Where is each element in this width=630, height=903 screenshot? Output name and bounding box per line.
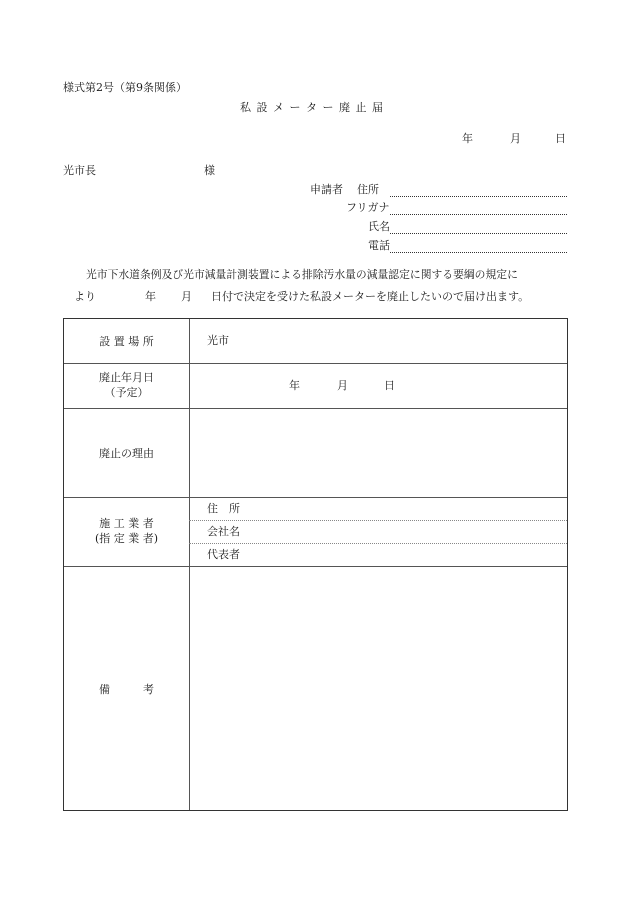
abolition-date-year[interactable]: 年 [289, 379, 300, 392]
abolition-date-label [64, 371, 189, 401]
abolition-date-label-1: 廃止年月日 [99, 371, 154, 384]
body-line-1: 光市下水道条例及び光市減量計測装置による排除汚水量の減量認定に関する要綱の規定に [86, 268, 518, 281]
row-rule [64, 497, 567, 498]
applicant-address-line[interactable] [390, 196, 567, 197]
applicant-name-line[interactable] [390, 233, 567, 234]
form-number: 様式第2号（第9条関係） [63, 81, 187, 94]
applicant-address-label: 住所 [357, 183, 379, 196]
form-title: 私 設 メ ー タ ー 廃 止 届 [240, 101, 384, 114]
row-rule [64, 363, 567, 364]
contractor-company-label: 会社名 [207, 525, 240, 538]
applicant-label: 申請者 [310, 183, 343, 196]
abolition-date-month[interactable]: 月 [337, 379, 348, 392]
reason-label: 廃止の理由 [99, 447, 154, 460]
body-line-2-yori: より [74, 290, 96, 303]
body-line-2-rest: 日付で決定を受けた私設メーターを廃止したいので届け出ます。 [211, 290, 530, 303]
contractor-address-label: 住 所 [207, 502, 240, 515]
row-rule [189, 520, 567, 521]
contractor-rep-label: 代表者 [207, 548, 240, 561]
applicant-furigana-label: フリガナ [346, 201, 390, 214]
contractor-label-2: (指 定 業 者) [94, 531, 159, 545]
abolition-date-day[interactable]: 日 [384, 379, 395, 392]
remarks-label: 備 考 [99, 683, 154, 696]
abolition-date-label-2: （予定） [104, 385, 149, 399]
form-table [63, 318, 568, 811]
body-line-2-year: 年 [145, 290, 156, 303]
addressee-mayor: 光市長 [63, 164, 96, 177]
contractor-label-1: 施 工 業 者 [99, 517, 154, 530]
applicant-name-label: 氏名 [368, 220, 390, 233]
reason-field[interactable] [190, 409, 568, 496]
contractor-label [64, 517, 189, 547]
addressee-honorific: 様 [204, 164, 215, 177]
date-year: 年 [462, 132, 473, 145]
location-label: 設 置 場 所 [99, 335, 154, 348]
applicant-furigana-line[interactable] [390, 214, 567, 215]
body-line-2-month: 月 [181, 290, 192, 303]
date-month: 月 [510, 132, 521, 145]
location-value[interactable]: 光市 [207, 334, 229, 347]
applicant-phone-label: 電話 [368, 239, 390, 252]
applicant-phone-line[interactable] [390, 252, 567, 253]
date-day: 日 [555, 132, 566, 145]
remarks-field[interactable] [190, 567, 568, 810]
row-rule [189, 543, 567, 544]
